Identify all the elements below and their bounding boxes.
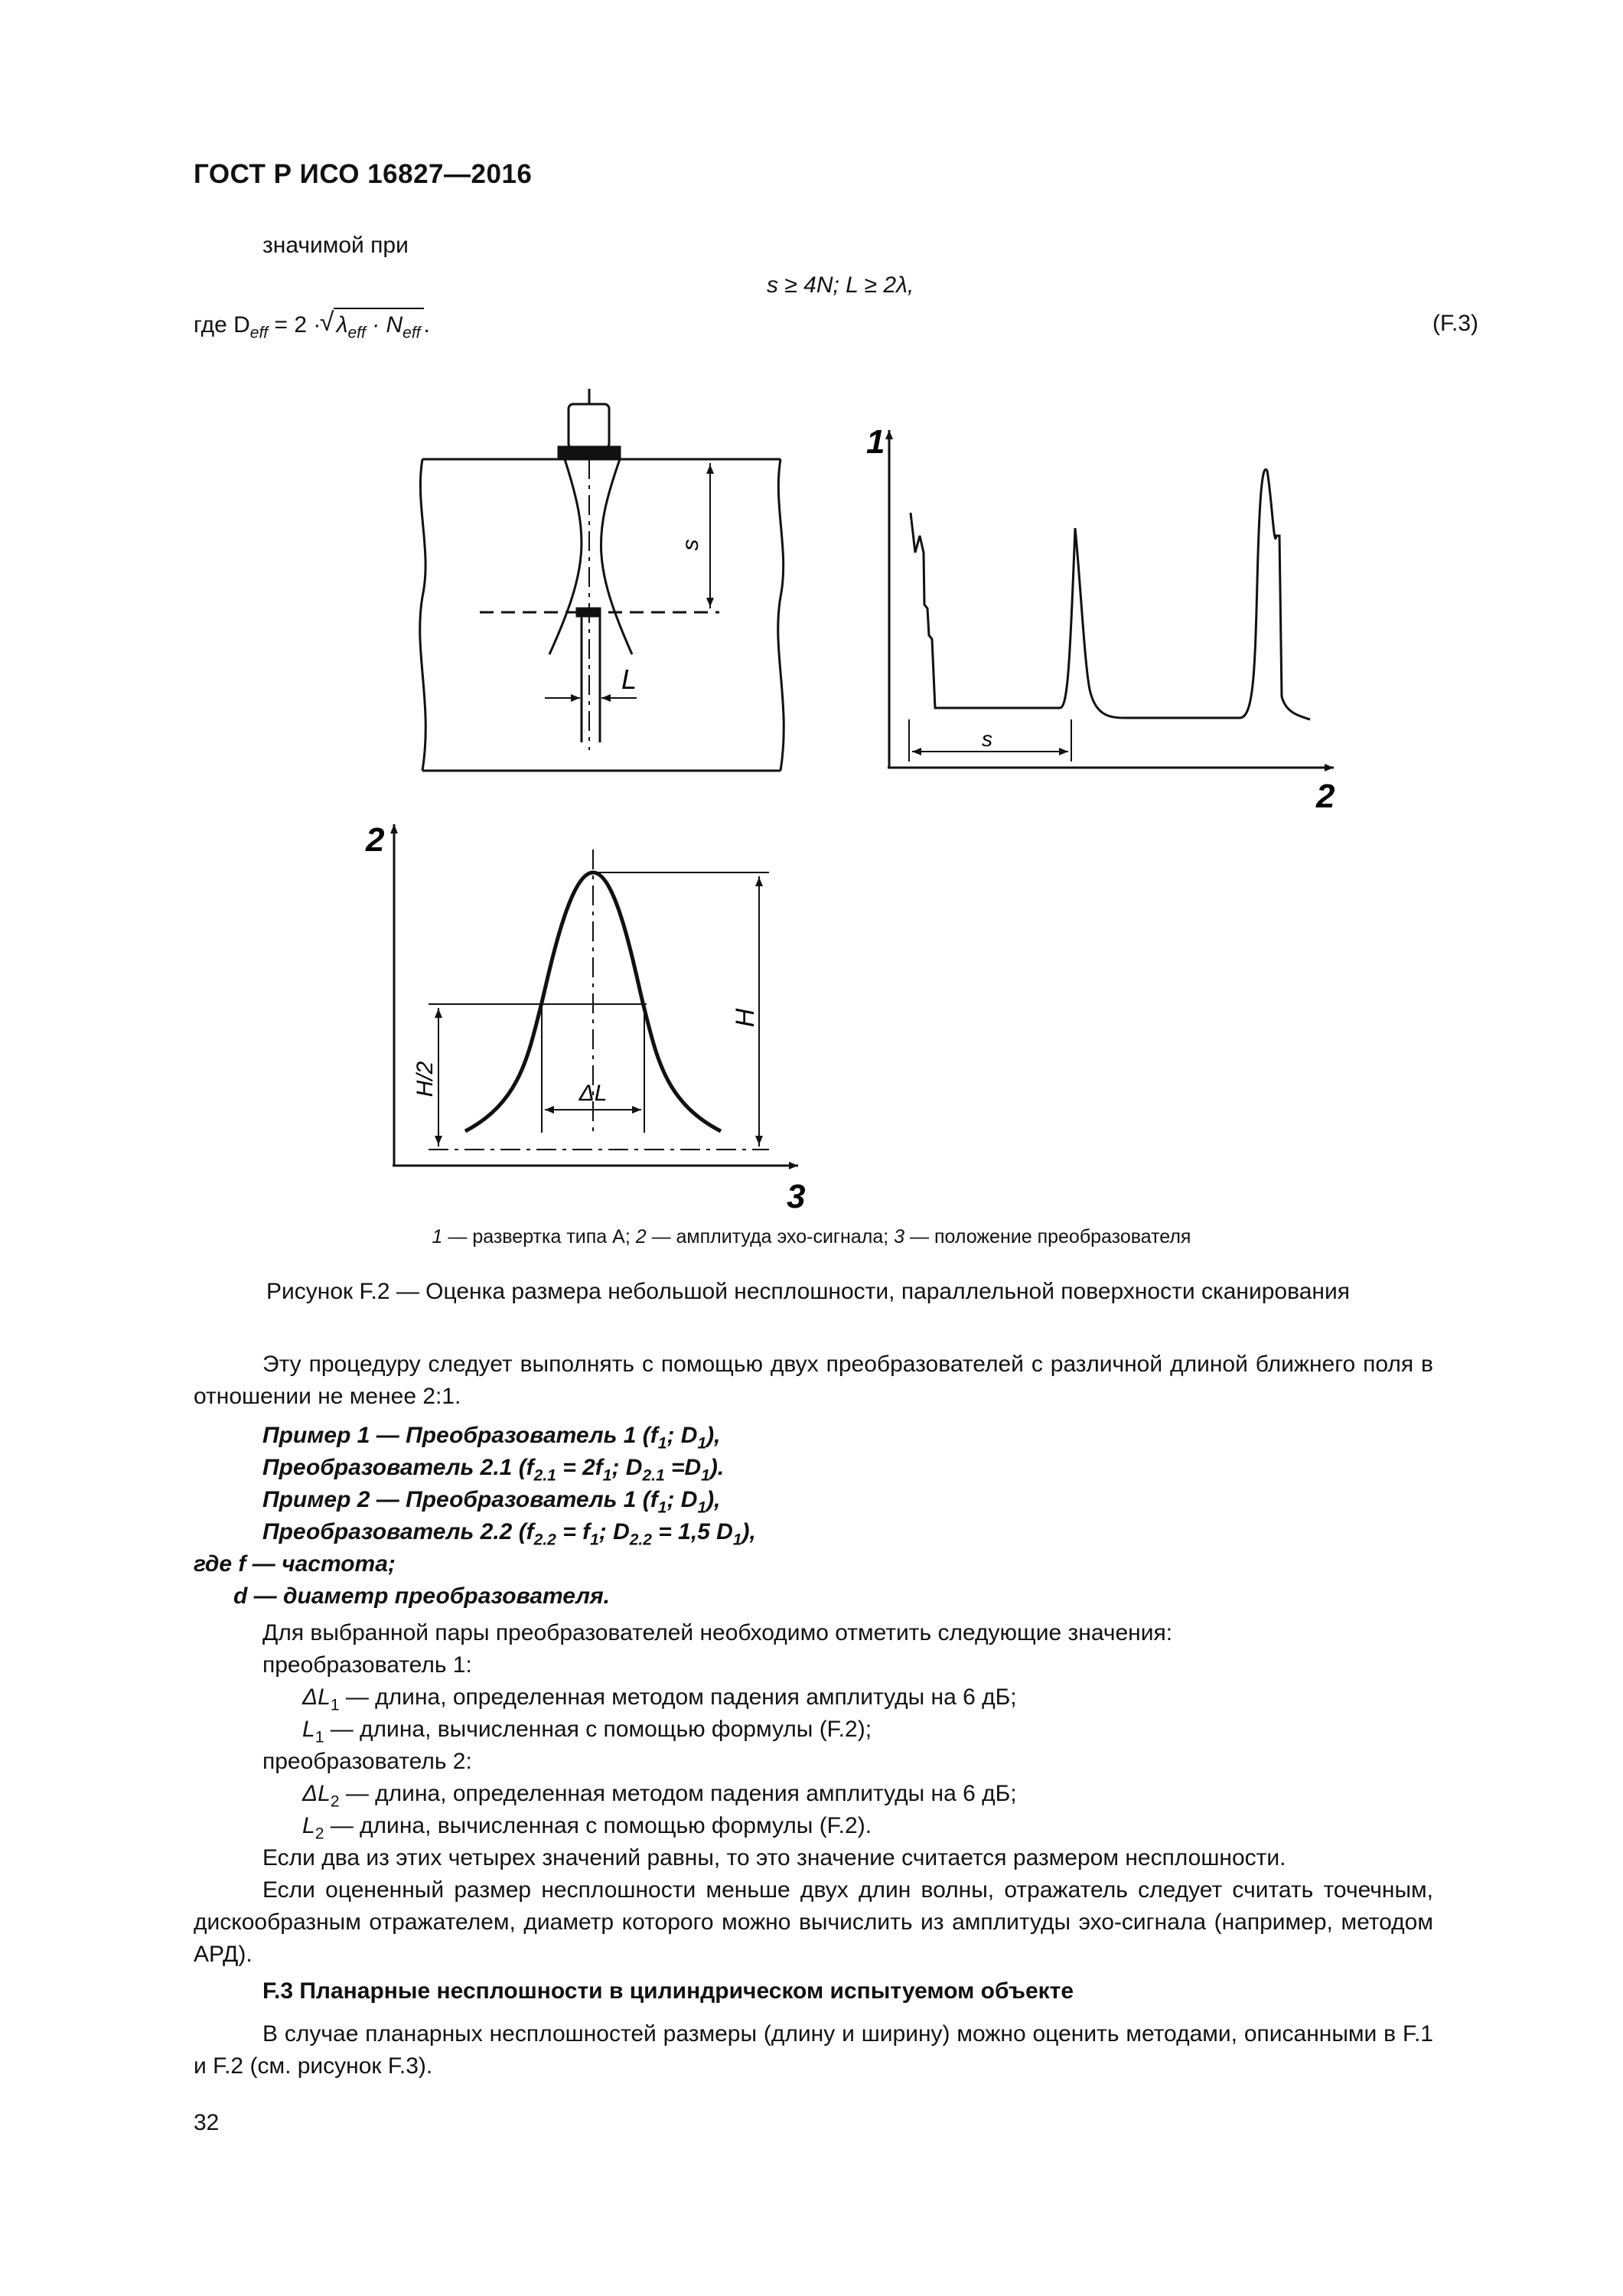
axis-label-3: 3 (787, 1178, 806, 1215)
section-f3-title: F.3 Планарные несплошности в цилиндрическом испытуемом объекте (262, 1978, 1074, 2004)
document-header: ГОСТ Р ИСО 16827—2016 (194, 159, 533, 189)
dim-L-label: L (621, 664, 637, 695)
delta-l2-item: $\Delta L_2$ — длина, определенная методом падения амплитуды на 6 дБ; (302, 1781, 1017, 1811)
example-1-line-1: Пример 1 — Преобразователь 1 ($f_1$; $D_1$), (262, 1423, 721, 1453)
formula-condition: s ≥ 4N; L ≥ 2λ, (767, 272, 914, 298)
where-d: d — диаметр преобразователя. (233, 1583, 611, 1609)
a-scan-trace (911, 469, 1310, 719)
equal-values-note: Если два из этих четырех значений равны, то это значение считается размером несплошности. (262, 1845, 1286, 1870)
dim-H-label: H (731, 1008, 760, 1028)
example-2-line-2: Преобразователь 2.2 ($f_{2.2} = f_1$; $D_{2.2} = 1,5$ $D_1$), (262, 1519, 756, 1549)
block-right-break (778, 459, 784, 771)
paragraph-point-reflector: Если оцененный размер несплошности меньше двух длин волны, отражатель следует считать точечным, дискообразным отражателем, диаметр которого можно вычислить из амплитуды эхо-сигнала (например, методом АРД). (194, 1877, 1433, 1967)
example-2-line-1: Пример 2 — Преобразователь 1 ($f_1$; $D_1$), (262, 1487, 721, 1517)
block-left-break (420, 459, 426, 771)
formula-number: (F.3) (1432, 311, 1478, 336)
where-f: где f — частота; (194, 1551, 396, 1577)
beam-right (601, 459, 632, 654)
dim-s-right-label: s (982, 727, 992, 751)
figure-legend: 1 — развертка типа А; 2 — амплитуда эхо-сигнала; 3 — положение преобразователя (432, 1226, 1191, 1247)
formula-where: где $D_{eff} = 2$ · √ $\lambda_{eff} \cdot N_{eff}$ . (194, 308, 430, 342)
formula-intro: значимой при (262, 233, 409, 258)
l1-item: $L_1$ — длина, вычисленная с помощью формулы (F.2); (302, 1717, 872, 1746)
probe-body (569, 404, 609, 448)
paragraph-procedure: Эту процедуру следует выполнять с помощью двух преобразователей с различной длиной ближнего поля в отношении не менее 2:1. (194, 1352, 1433, 1409)
page-number: 32 (194, 2110, 220, 2135)
paragraph-planar: В случае планарных несплошностей размеры (длину и ширину) можно оценить методами, описанными в F.1 и F.2 (см. рисунок F.3). (194, 2021, 1433, 2079)
delta-l1-item: $\Delta L_1$ — длина, определенная методом падения амплитуды на 6 дБ; (302, 1684, 1017, 1714)
transducer-2-label: преобразователь 2: (262, 1749, 472, 1774)
l2-item: $L_2$ — длина, вычисленная с помощью формулы (F.2). (302, 1813, 872, 1843)
axis-label-1: 1 (866, 423, 885, 461)
axis-label-2: 2 (1316, 778, 1335, 815)
pair-intro: Для выбранной пары преобразователей необходимо отметить следующие значения: (262, 1620, 1173, 1645)
example-1-line-2: Преобразователь 2.1 ($f_{2.1} = 2f_1$; $D_{2.1} =D_1$). (262, 1455, 725, 1485)
amplitude-diagram (393, 824, 798, 1166)
radical-expression: √ $\lambda_{eff} \cdot N_{eff}$ (334, 308, 424, 341)
probe-base (559, 447, 620, 459)
axis-label-2-amplitude: 2 (366, 821, 385, 859)
dim-H2-label: H/2 (412, 1061, 438, 1097)
figure-caption: Рисунок F.2 — Оценка размера небольшой несплошности, параллельной поверхности сканирования (266, 1279, 1350, 1304)
test-block-diagram (420, 389, 784, 771)
dim-s-left-label: s (678, 539, 703, 551)
beam-left (549, 459, 582, 654)
dim-dL-label: ΔL (578, 1081, 608, 1106)
transducer-1-label: преобразователь 1: (262, 1652, 472, 1678)
a-scan-diagram (888, 430, 1334, 768)
